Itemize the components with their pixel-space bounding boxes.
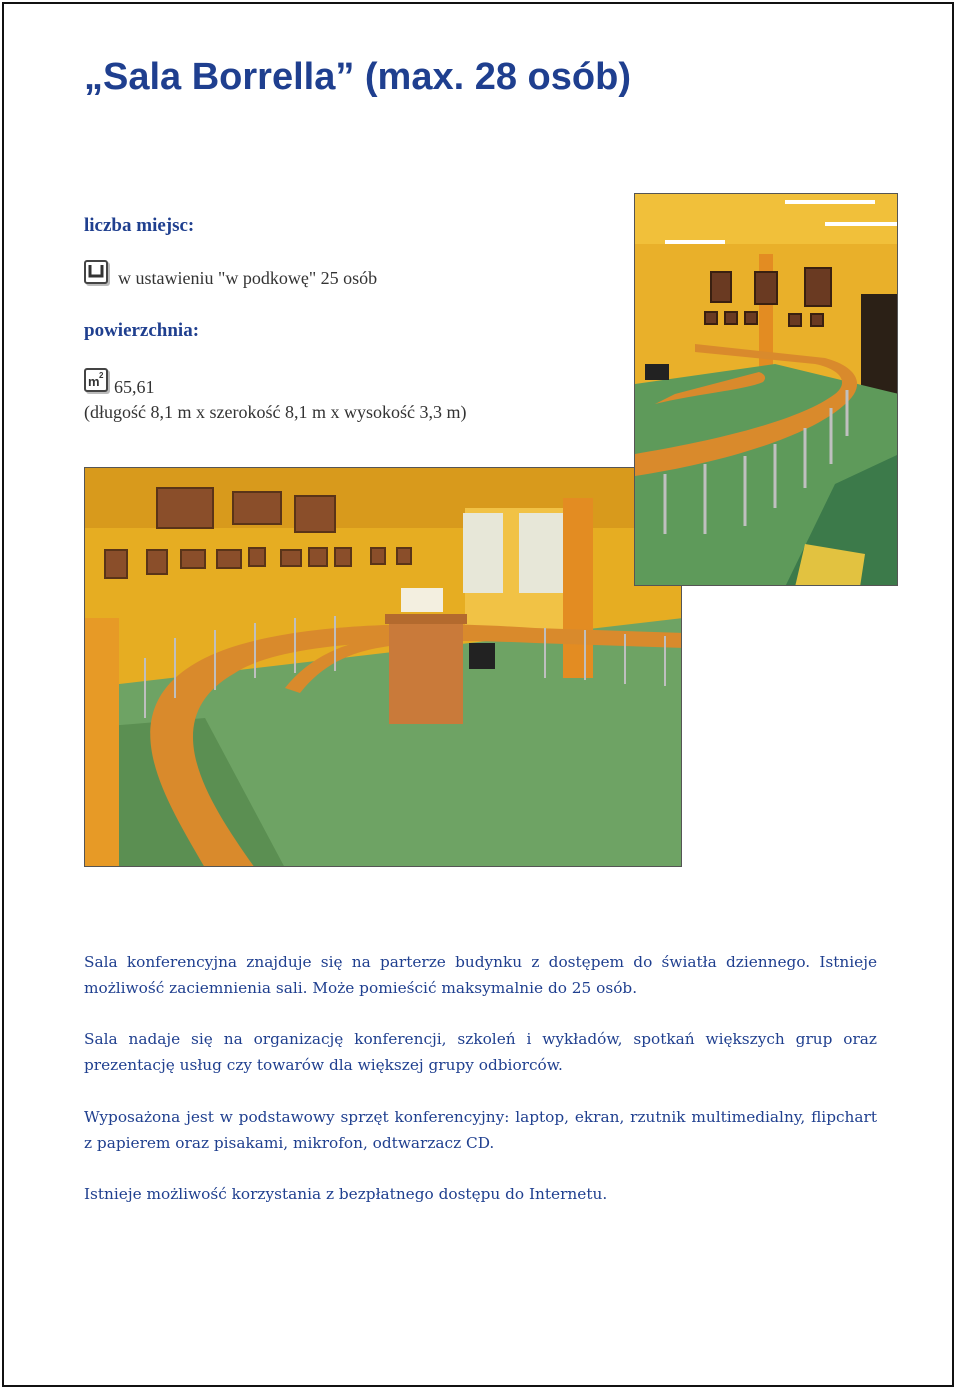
seats-label: liczba miejsc: <box>84 215 195 236</box>
description-paragraph-3: Wyposażona jest w podstawowy sprzęt konferencyjny: laptop, ekran, rzutnik multimedialny, flipchart z papierem oraz pisakami, mikrofon, odtwarzacz CD. <box>84 1108 877 1152</box>
conference-room-photo-secondary <box>634 193 898 586</box>
conference-room-photo-main <box>84 467 682 867</box>
svg-text:2: 2 <box>99 371 104 380</box>
description-paragraph-4: Istnieje możliwość korzystania z bezpłatnego dostępu do Internetu. <box>84 1185 608 1203</box>
svg-text:m: m <box>88 374 100 389</box>
area-dimensions: (długość 8,1 m x szerokość 8,1 m x wysokość 3,3 m) <box>84 402 467 422</box>
page-title: „Sala Borrella” (max. 28 osób) <box>84 56 631 98</box>
description-paragraph-2: Sala nadaje się na organizację konferencji, szkoleń i wykładów, spotkań większych grup oraz prezentację usług czy towarów dla większej grupy odbiorców. <box>84 1030 877 1074</box>
area-value: 65,61 <box>114 377 155 397</box>
description-paragraph-1: Sala konferencyjna znajduje się na parterze budynku z dostępem do światła dziennego. Istnieje możliwość zaciemnienia sali. Może pomieścić maksymalnie do 25 osób. <box>84 953 877 997</box>
area-label: powierzchnia: <box>84 320 200 341</box>
square-meter-icon <box>84 368 108 392</box>
seats-text: w ustawieniu "w podkowę" 25 osób <box>118 268 378 288</box>
u-layout-icon <box>84 260 108 284</box>
